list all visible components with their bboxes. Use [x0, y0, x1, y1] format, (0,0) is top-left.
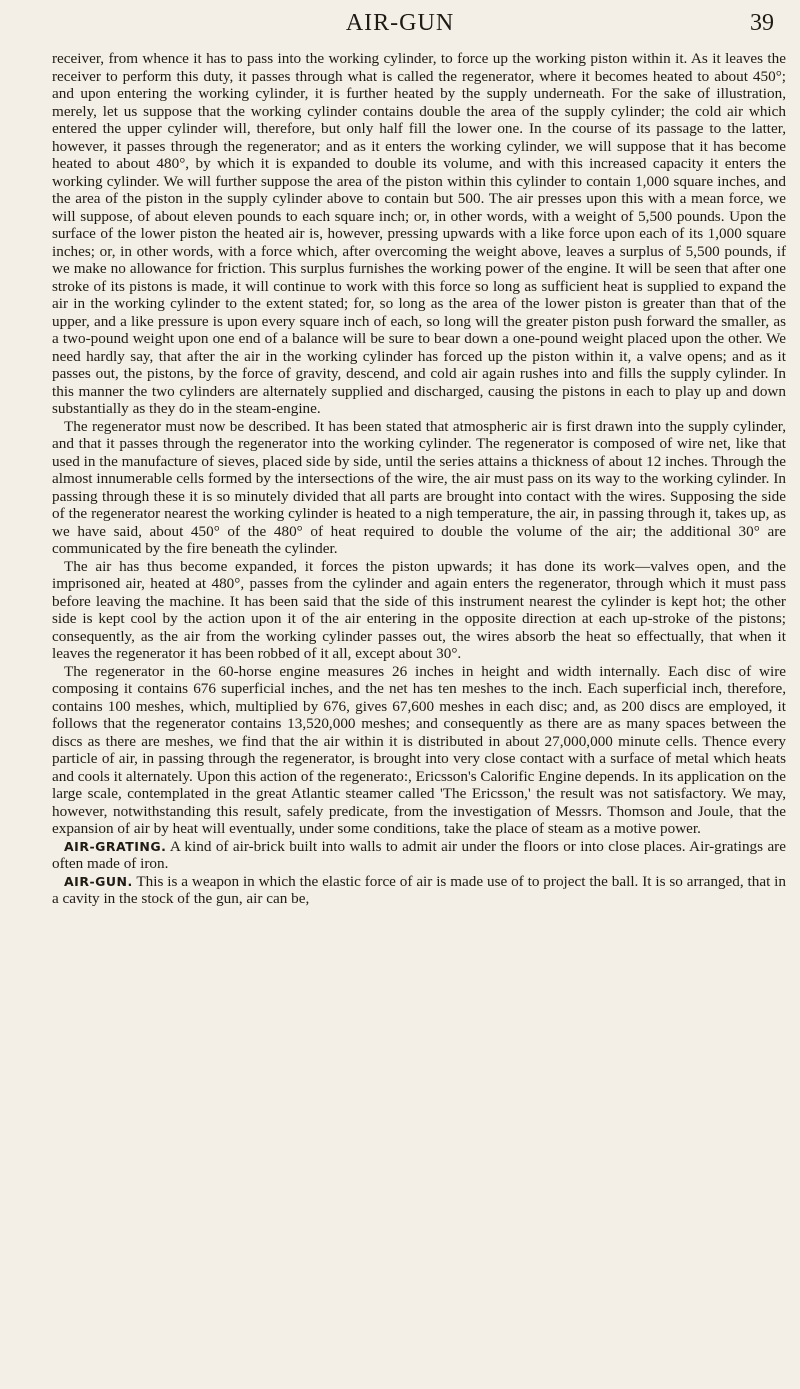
paragraph-text: The air has thus become expanded, it forces the piston upwards; it has done its work—valves open, and the imprisoned air, heated at 480°, passes from the cylinder and again enters the regenerator, through which it must pass before leaving the machine. It has been said that the side of this instrument nearest the cylinder is kept hot; the other side is kept cool by the action upon it of the air entering in the opposite direction at each up-stroke of the pistons; consequently, as the air from the working cylinder passes out, the wires absorb the heat so effectually, that when it leaves the regenerator it has been robbed of it all, except about 30°.: [52, 557, 786, 662]
paragraph-expansion: [52, 558, 786, 663]
entry-text: A kind of air-brick built into walls to admit air under the floors or into close places. Air-gratings are often made of iron.: [52, 837, 786, 872]
paragraph-text: The regenerator in the 60-horse engine measures 26 inches in height and width internally. Each disc of wire composing it contains 676 superficial inches, and the net has ten meshes to the inch. Each superficial inch, therefore, contains 100 meshes, which, multiplied by 676, gives 67,600 meshes in each disc; and, as 200 discs are employed, it follows that the regenerator contains 13,520,000 meshes; and consequently as there are as many spaces between the discs as there are meshes, we find that the air within it is distributed in about 27,000,000 minute cells. Thence every particle of air, in passing through the regenerator, is brought into very close contact with a surface of metal which heats and cools it alternately. Upon this action of the regenerato:, Ericsson's Calorific Engine depends. In its application on the large scale, contemplated in the great Atlantic steamer called 'The Ericsson,' the result was not satisfactory. We may, however, notwithstanding this result, safely predicate, from the investigation of Messrs. Thomson and Joule, that the expansion of air by heat will eventually, under some conditions, take the place of steam as a motive power.: [52, 662, 786, 837]
entry-air-gun: [52, 873, 786, 908]
running-head: AIR-GUN: [345, 10, 455, 36]
entry-headword: AIR-GUN.: [64, 873, 133, 889]
paragraph-text: receiver, from whence it has to pass into the working cylinder, to force up the working piston within it. As it leaves the receiver to perform this duty, it passes through what is called the regenerator, where it becomes heated to about 450°; and upon entering the working cylinder, it is further heated by the supply underneath. For the sake of illustration, merely, let us suppose that the working cylinder contains double the area of the supply cylinder; the cold air which entered the upper cylinder will, therefore, but only half fill the lower one. In the course of its passage to the latter, however, it passes through the regenerator; and as it enters the working cylinder, we will suppose that it has become heated to about 480°, by which it is expanded to double its volume, and with this increased capacity it enters the working cylinder. We will further suppose the area of the piston within this cylinder to contain 1,000 square inches, and the area of the piston in the supply cylinder above to contain but 500. The air presses upon this with a mean force, we will suppose, of about eleven pounds to each square inch; or, in other words, with a weight of 5,500 pounds. Upon the surface of the lower piston the heated air is, however, pressing upwards with a like force upon each of its 1,000 square inches; or, in other words, with a force which, after overcoming the weight above, leaves a surplus of 5,500 pounds, if we make no allowance for friction. This surplus furnishes the working power of the engine. It will be seen that after one stroke of its pistons is made, it will continue to work with this force so long as sufficient heat is supplied to expand the air in the working cylinder to the extent stated; for, so long as the area of the lower piston is greater than that of the upper, and a like pressure is upon every square inch of each, so long will the greater piston push forward the smaller, as a two-pound weight upon one end of a balance will be sure to bear down a one-pound weight placed upon the other. We need hardly say, that after the air in the working cylinder has forced up the piston within it, a valve opens; and as it passes out, the pistons, by the force of gravity, descend, and cold air again rushes into and fills the supply cylinder. In this manner the two cylinders are alternately supplied and discharged, causing the pistons in each to play up and down substantially as they do in the steam-engine.: [52, 50, 786, 417]
paragraph-regenerator: [52, 418, 786, 558]
entry-air-grating: [52, 838, 786, 873]
paragraph-text: The regenerator must now be described. It has been stated that atmospheric air is first drawn into the supply cylinder, and that it passes through the regenerator into the working cylinder. The regenerator is composed of wire net, like that used in the manufacture of sieves, placed side by side, until the series attains a thickness of about 12 inches. Through the almost innumerable cells formed by the intersections of the wire, the air must pass on its way to the working cylinder. In passing through these it is so minutely divided that all parts are brought into contact with the wires. Supposing the side of the regenerator nearest the working cylinder is heated to a nigh temperature, the air, in passing through it, takes up, as we have said, about 450° of the 480° of heat required to double the volume of the air; the additional 30° are communicated by the fire beneath the cylinder.: [52, 417, 786, 557]
page-number: 39: [750, 10, 774, 36]
entry-headword: AIR-GRATING.: [64, 838, 167, 854]
page-header: [0, 10, 800, 44]
body-text: [52, 50, 786, 908]
paragraph-continuation: [52, 50, 786, 418]
entry-text: This is a weapon in which the elastic force of air is made use of to project the ball. It is so arranged, that in a cavity in the stock of the gun, air can be,: [52, 872, 786, 907]
paragraph-measurements: [52, 663, 786, 838]
